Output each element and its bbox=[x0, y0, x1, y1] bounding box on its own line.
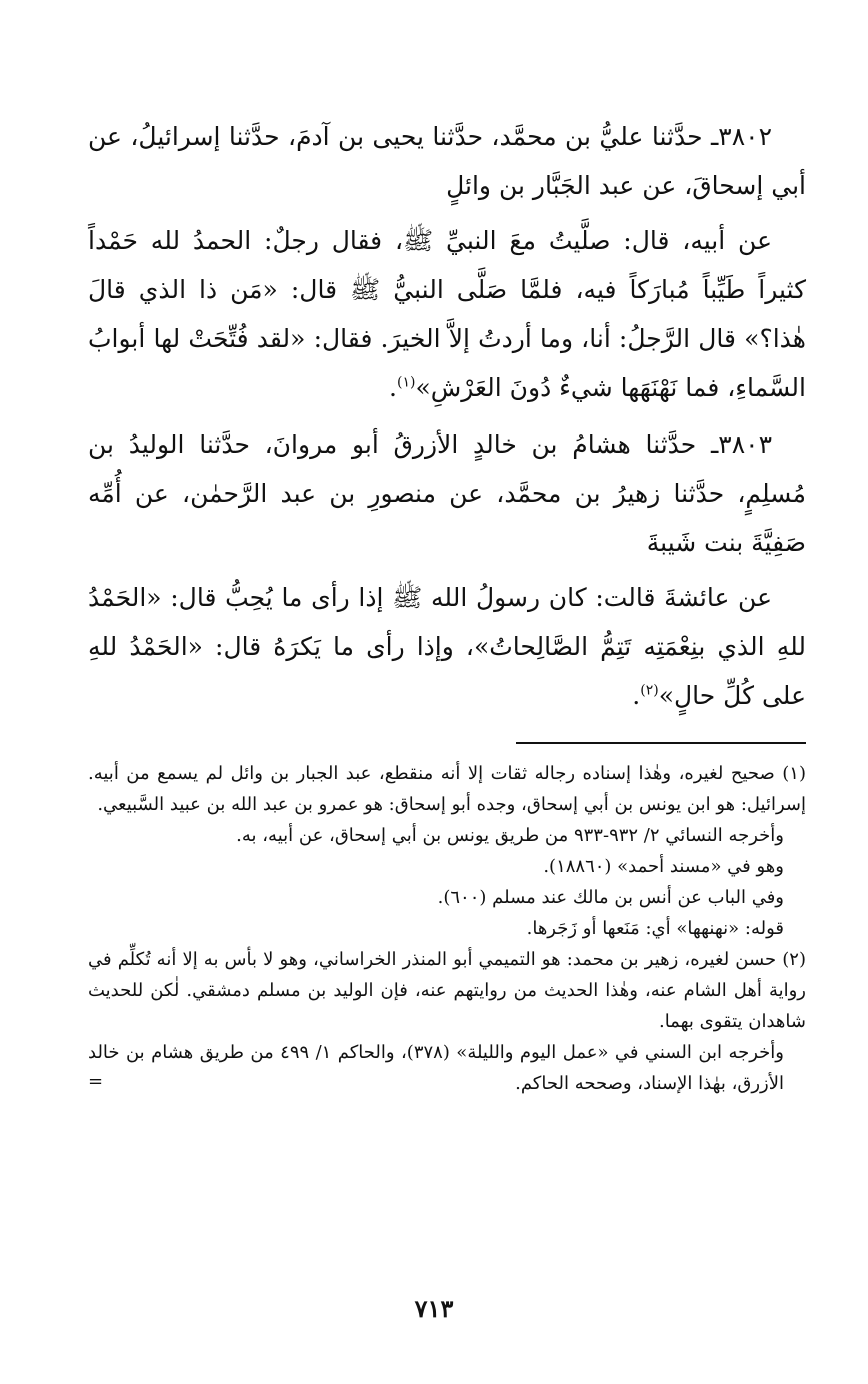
footnote-1-line: وأخرجه النسائي ٢/ ٩٣٢-٩٣٣ من طريق يونس بن أبي إسحاق، عن أبيه، به. bbox=[236, 825, 784, 846]
hadith-3803-isnad: ٣٨٠٣ـ حدَّثنا هشامُ بن خالدٍ الأزرقُ أبو مروانَ، حدَّثنا الوليدُ بن مُسلِمٍ، حدَّثنا زهيرُ بن محمَّد، عن منصورِ بن عبد الرَّحمٰن، عن أُمِّه صَفِيَّةَ بنت شَيبةَ bbox=[88, 430, 806, 557]
hadith-3803-end: . bbox=[632, 681, 641, 710]
footnote-1-line: وفي الباب عن أنس بن مالك عند مسلم (٦٠٠). bbox=[437, 887, 784, 908]
hadith-3802-matn bbox=[88, 216, 806, 412]
hadith-3802-end: . bbox=[389, 373, 397, 402]
hadith-3803 bbox=[88, 420, 806, 720]
footnote-1: (١) صحيح لغيره، وهٰذا إسناده رجاله ثقات إلا أنه منقطع، عبد الجبار بن وائل لم يسمع من أبيه. إسرائيل: هو ابن يونس بن أبي إسحاق، وجده أبو إسحاق: هو عمرو بن عبد الله بن عبيد السَّبيعي. bbox=[88, 763, 806, 815]
footnote-2-line: وأخرجه ابن السني في «عمل اليوم والليلة» (٣٧٨)، والحاكم ١/ ٤٩٩ من طريق هشام بن خالد الأزرق، بهٰذا الإسناد، وصححه الحاكم. bbox=[88, 1042, 784, 1094]
footnote-divider bbox=[516, 742, 806, 744]
hadith-3802-text: عن أبيه، قال: صلَّيتُ معَ النبيِّ ﷺ، فقال رجلٌ: الحمدُ لله حَمْداً كثيراً طَيِّباً مُبارَكاً فيه، فلمَّا صَلَّى النبيُّ ﷺ قال: «مَن ذا الذي قالَ هٰذا؟» قال الرَّجلُ: أنا، وما أردتُ إلاَّ الخيرَ. فقال: «لقد فُتِّحَتْ لها أبوابُ السَّماءِ، فما نَهْنَهَها شيءٌ دُونَ العَرْشِ» bbox=[88, 226, 806, 402]
footnote-ref-2[interactable]: (٢) bbox=[640, 682, 659, 699]
footnote-1-line: وهو في «مسند أحمد» (١٨٨٦٠). bbox=[543, 856, 784, 877]
book-page bbox=[88, 112, 806, 1099]
footnote-2: (٢) حسن لغيره، زهير بن محمد: هو التميمي أبو المنذر الخراساني، وهو لا بأس به إلا أنه تُكلِّم في رواية أهل الشام عنه، وهٰذا الحديث من روايتهم عنه، فإن الوليد بن مسلم دمشقي. لٰكن للحديث شاهدان يتقوى بهما. bbox=[88, 949, 806, 1032]
page-number: ٧١٣ bbox=[414, 1294, 454, 1323]
hadith-3802-isnad: ٣٨٠٢ـ حدَّثنا عليُّ بن محمَّد، حدَّثنا يحيى بن آدمَ، حدَّثنا إسرائيلُ، عن أبي إسحاقَ، عن عبد الجَبَّار بن وائلٍ bbox=[88, 122, 806, 200]
hadith-3802 bbox=[88, 112, 806, 412]
hadith-3803-text: عن عائشةَ قالت: كان رسولُ الله ﷺ إذا رأى ما يُحِبُّ قال: «الحَمْدُ للهِ الذي بنِعْمَتِه تَتِمُّ الصَّالِحاتُ»، وإذا رأى ما يَكرَهُ قال: «الحَمْدُ للهِ على كُلِّ حالٍ» bbox=[88, 583, 806, 710]
continuation-mark: = bbox=[88, 1071, 104, 1092]
footnotes bbox=[88, 758, 806, 1099]
footnote-ref-1[interactable]: (١) bbox=[396, 374, 416, 391]
footnote-1-line: قوله: «نهنهها» أي: مَنَعها أو زَجَرها. bbox=[526, 918, 784, 939]
hadith-3803-matn bbox=[88, 573, 806, 720]
footnote-2-tail bbox=[88, 1037, 806, 1099]
